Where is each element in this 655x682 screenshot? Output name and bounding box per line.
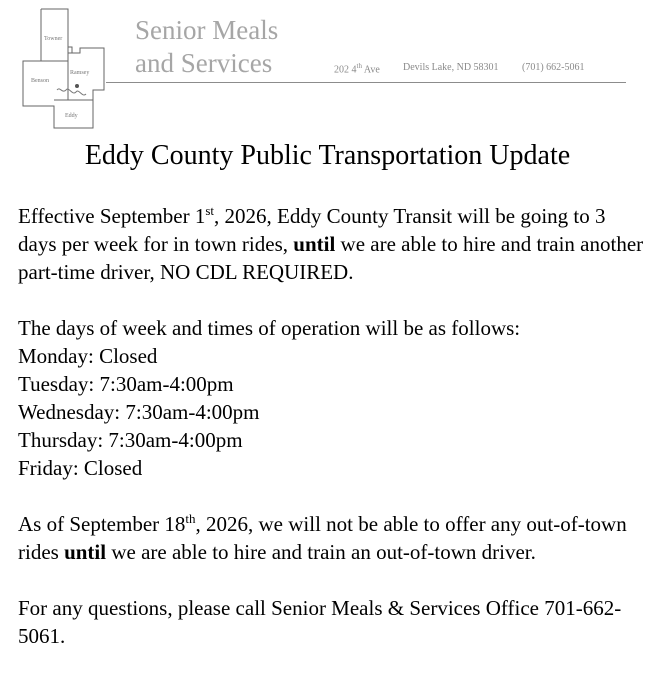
org-name-line1: Senior Meals [135, 15, 279, 45]
map-label-benson: Benson [31, 78, 49, 84]
organization-name [135, 14, 278, 80]
city: Devils Lake, ND 58301 [403, 62, 499, 73]
para2-text-a: As of September 18 [18, 512, 186, 536]
para2-text-c: we are able to hire and train an out-of-town driver. [106, 540, 536, 564]
org-name-line2: and Services [135, 48, 273, 78]
effective-paragraph [18, 202, 648, 286]
para1-text-c: we are able to hire and train another part-time driver, NO CDL REQUIRED. [18, 232, 644, 284]
para1-bold: until [293, 232, 336, 256]
address-number: 202 4 [334, 64, 357, 76]
para2-sup: th [185, 511, 196, 526]
para1-text-b: , 2026, Eddy County Transit will be going to 3 days per week for in town rides, [18, 204, 606, 256]
address-street: Ave [361, 64, 380, 76]
header-divider [106, 82, 626, 83]
address-suffix: th [356, 62, 362, 70]
address [334, 62, 380, 75]
page-title: Eddy County Public Transportation Update [84, 140, 571, 171]
map-label-eddy: Eddy [65, 113, 78, 119]
para1-text-a: Effective September 1 [18, 204, 206, 228]
schedule-wednesday: Wednesday: 7:30am-4:00pm [18, 400, 260, 424]
county-map-logo [20, 6, 106, 130]
schedule-monday: Monday: Closed [18, 344, 158, 368]
notice-body [18, 202, 648, 650]
map-label-ramsey: Ramsey [70, 70, 90, 76]
schedule-friday: Friday: Closed [18, 456, 143, 480]
questions-paragraph: For any questions, please call Senior Meals & Services Office 701-662-5061. [18, 596, 622, 648]
out-of-town-paragraph [18, 510, 648, 566]
para1-sup: st [205, 203, 215, 218]
map-label-towner: Towner [44, 36, 63, 42]
schedule-tuesday: Tuesday: 7:30am-4:00pm [18, 372, 234, 396]
schedule-intro: The days of week and times of operation will be as follows: [18, 316, 521, 340]
schedule-thursday: Thursday: 7:30am-4:00pm [18, 428, 243, 452]
phone-number: (701) 662-5061 [522, 62, 585, 73]
para2-bold: until [64, 540, 107, 564]
para2-text-b: , 2026, we will not be able to offer any out-of-town rides [18, 512, 627, 564]
